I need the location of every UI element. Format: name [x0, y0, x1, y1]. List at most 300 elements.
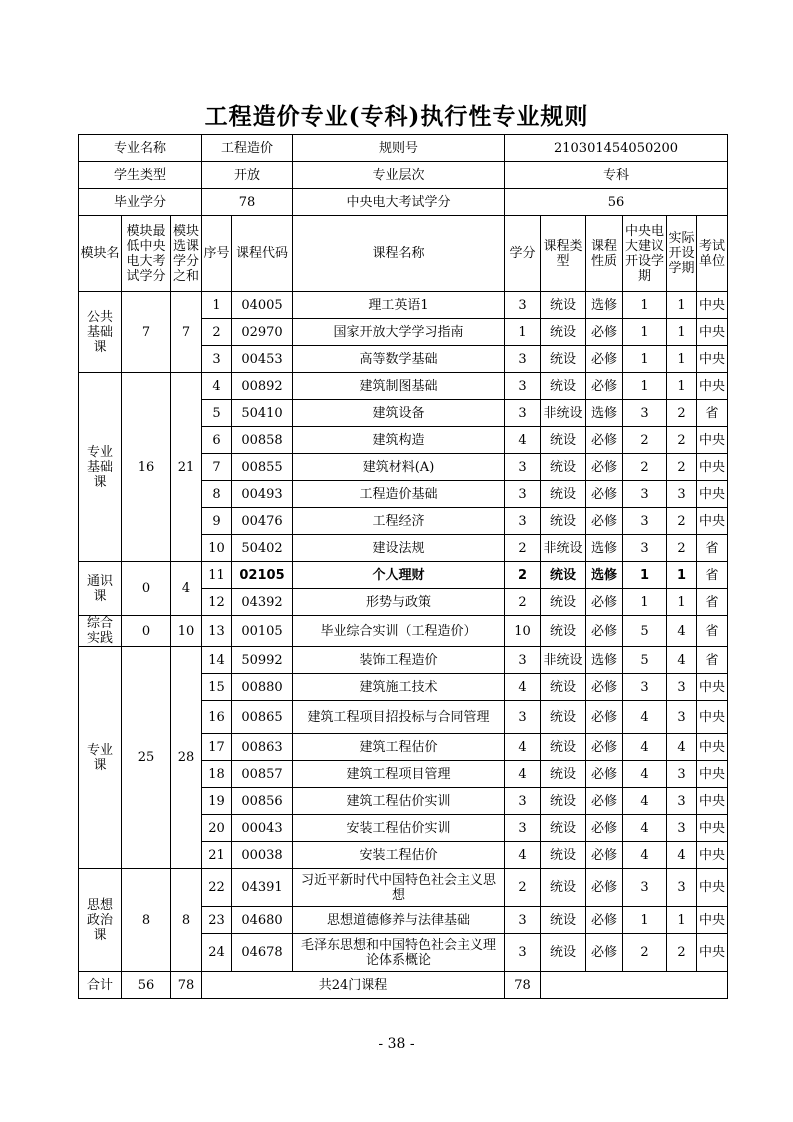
course-credit: 2: [505, 869, 541, 907]
course-actual-term: 1: [667, 346, 697, 373]
course-actual-term: 1: [667, 319, 697, 346]
course-suggest-term: 1: [623, 373, 667, 400]
course-code: 00043: [232, 815, 293, 842]
course-name-text: 工程造价基础: [359, 486, 438, 502]
course-nature: 选修: [586, 292, 623, 319]
course-code: 00453: [232, 346, 293, 373]
course-code: 50992: [232, 647, 293, 674]
module-name: [79, 647, 122, 869]
course-name: [293, 907, 505, 934]
course-actual-term: 1: [667, 373, 697, 400]
module-sum-credits: 21: [171, 373, 202, 562]
course-code: 00856: [232, 788, 293, 815]
course-credit: 3: [505, 400, 541, 427]
course-suggest-term: 4: [623, 701, 667, 734]
course-name: [293, 427, 505, 454]
course-nature: 必修: [586, 788, 623, 815]
course-code: 02105: [232, 562, 293, 589]
course-seq: 8: [202, 481, 232, 508]
page-number: - 38 -: [378, 1036, 415, 1052]
course-credit: 3: [505, 647, 541, 674]
major-label: 专业名称: [79, 135, 202, 162]
course-actual-term: 4: [667, 842, 697, 869]
module-name-text: 公共基础课: [86, 309, 113, 355]
course-suggest-term: 2: [623, 454, 667, 481]
course-actual-term: 1: [667, 292, 697, 319]
course-name: [293, 589, 505, 616]
course-nature: 必修: [586, 701, 623, 734]
level-label: 专业层次: [293, 162, 505, 189]
course-actual-term: 2: [667, 535, 697, 562]
course-actual-term: 1: [667, 589, 697, 616]
course-code: 04005: [232, 292, 293, 319]
module-min-credits: 16: [122, 373, 171, 562]
course-name-text: 建筑设备: [372, 405, 425, 421]
module-name: [79, 373, 122, 562]
course-nature: 必修: [586, 589, 623, 616]
course-nature: 选修: [586, 535, 623, 562]
course-credit: 2: [505, 535, 541, 562]
course-type: 统设: [541, 427, 586, 454]
course-name-text: 国家开放大学学习指南: [333, 324, 464, 340]
course-row: [79, 562, 728, 589]
course-suggest-term: 3: [623, 869, 667, 907]
course-code: 00857: [232, 761, 293, 788]
course-name-text: 习近平新时代中国特色社会主义思想: [301, 872, 497, 903]
course-name-text: 建筑构造: [372, 432, 425, 448]
course-suggest-term: 1: [623, 589, 667, 616]
course-suggest-term: 1: [623, 346, 667, 373]
header-ctype: 课程类型: [541, 216, 586, 292]
module-name: [79, 562, 122, 616]
course-code: 00863: [232, 734, 293, 761]
course-code: 00855: [232, 454, 293, 481]
course-suggest-term: 3: [623, 481, 667, 508]
course-name-text: 工程经济: [372, 513, 425, 529]
course-actual-term: 3: [667, 869, 697, 907]
course-credit: 3: [505, 815, 541, 842]
course-nature: 必修: [586, 815, 623, 842]
course-name-text: 毕业综合实训（工程造价）: [320, 623, 477, 639]
header-module: 模块名: [79, 216, 122, 292]
total-label: 合计: [79, 972, 122, 999]
module-sum-credits: 28: [171, 647, 202, 869]
course-type: 统设: [541, 734, 586, 761]
course-credit: 1: [505, 319, 541, 346]
course-nature: 必修: [586, 508, 623, 535]
course-nature: 必修: [586, 319, 623, 346]
header-nature: 课程性质: [586, 216, 623, 292]
course-name: [293, 869, 505, 907]
course-suggest-term: 1: [623, 292, 667, 319]
course-credit: 3: [505, 907, 541, 934]
course-code: 00476: [232, 508, 293, 535]
module-name: [79, 616, 122, 647]
course-credit: 3: [505, 454, 541, 481]
course-seq: 11: [202, 562, 232, 589]
course-actual-term: 2: [667, 427, 697, 454]
course-credit: 4: [505, 761, 541, 788]
course-type: 统设: [541, 907, 586, 934]
course-exam-unit: 省: [697, 616, 728, 647]
course-name-text: 理工英语1: [368, 297, 429, 313]
course-name: [293, 647, 505, 674]
module-sum-credits: 4: [171, 562, 202, 616]
course-type: 统设: [541, 815, 586, 842]
course-seq: 13: [202, 616, 232, 647]
course-suggest-term: 3: [623, 535, 667, 562]
info-row-type: [79, 162, 728, 189]
course-suggest-term: 3: [623, 400, 667, 427]
course-credit: 4: [505, 734, 541, 761]
course-name: [293, 400, 505, 427]
course-type: 非统设: [541, 400, 586, 427]
course-nature: 选修: [586, 400, 623, 427]
header-sum-credits: 模块选课学分之和: [171, 216, 202, 292]
course-plan-table: [78, 134, 728, 999]
course-seq: 5: [202, 400, 232, 427]
course-nature: 必修: [586, 674, 623, 701]
course-seq: 16: [202, 701, 232, 734]
course-exam-unit: 中央: [697, 869, 728, 907]
course-code: 04680: [232, 907, 293, 934]
course-type: 统设: [541, 454, 586, 481]
course-type: 统设: [541, 934, 586, 972]
course-code: 04392: [232, 589, 293, 616]
course-seq: 19: [202, 788, 232, 815]
course-type: 统设: [541, 373, 586, 400]
course-credit: 3: [505, 934, 541, 972]
central-label: 中央电大考试学分: [293, 189, 505, 216]
header-name: 课程名称: [293, 216, 505, 292]
course-credit: 4: [505, 427, 541, 454]
course-name: [293, 292, 505, 319]
course-type: 统设: [541, 562, 586, 589]
credits-label: 毕业学分: [79, 189, 202, 216]
course-code: 00493: [232, 481, 293, 508]
course-type: 统设: [541, 869, 586, 907]
course-name: [293, 562, 505, 589]
course-exam-unit: 省: [697, 535, 728, 562]
course-nature: 必修: [586, 907, 623, 934]
module-sum-credits: 7: [171, 292, 202, 373]
course-nature: 必修: [586, 616, 623, 647]
course-seq: 18: [202, 761, 232, 788]
course-name: [293, 788, 505, 815]
course-actual-term: 2: [667, 934, 697, 972]
course-exam-unit: 省: [697, 589, 728, 616]
module-name-text: 思想政治课: [86, 897, 113, 943]
course-name: [293, 454, 505, 481]
rule-value: 210301454050200: [505, 135, 728, 162]
course-row: [79, 373, 728, 400]
course-code: 00880: [232, 674, 293, 701]
course-seq: 21: [202, 842, 232, 869]
course-suggest-term: 4: [623, 761, 667, 788]
course-name-text: 毛泽东思想和中国特色社会主义理论体系概论: [301, 937, 497, 968]
module-sum-credits: 8: [171, 869, 202, 972]
course-row: [79, 647, 728, 674]
course-name-text: 建设法规: [372, 540, 425, 556]
course-actual-term: 3: [667, 481, 697, 508]
course-nature: 选修: [586, 562, 623, 589]
course-seq: 15: [202, 674, 232, 701]
course-row: [79, 616, 728, 647]
course-nature: 选修: [586, 647, 623, 674]
course-name-text: 安装工程估价实训: [346, 820, 451, 836]
course-name-text: 安装工程估价: [359, 847, 438, 863]
course-seq: 23: [202, 907, 232, 934]
course-name: [293, 346, 505, 373]
course-exam-unit: 中央: [697, 454, 728, 481]
course-seq: 22: [202, 869, 232, 907]
header-exam: 考试单位: [697, 216, 728, 292]
course-credit: 3: [505, 788, 541, 815]
total-empty: [541, 972, 728, 999]
course-name: [293, 674, 505, 701]
course-type: 统设: [541, 292, 586, 319]
course-suggest-term: 4: [623, 842, 667, 869]
course-name-text: 装饰工程造价: [359, 652, 438, 668]
course-nature: 必修: [586, 761, 623, 788]
course-name-text: 建筑工程估价: [359, 739, 438, 755]
course-credit: 3: [505, 701, 541, 734]
student-type-label: 学生类型: [79, 162, 202, 189]
course-suggest-term: 1: [623, 562, 667, 589]
course-name: [293, 761, 505, 788]
course-row: [79, 292, 728, 319]
course-seq: 17: [202, 734, 232, 761]
course-name: [293, 701, 505, 734]
course-seq: 9: [202, 508, 232, 535]
course-name-text: 个人理财: [372, 567, 425, 583]
total-min-credits: 56: [122, 972, 171, 999]
module-name-text: 通识课: [86, 573, 113, 604]
module-name-text: 综合实践: [86, 616, 113, 646]
course-seq: 12: [202, 589, 232, 616]
central-value: 56: [505, 189, 728, 216]
course-exam-unit: 中央: [697, 508, 728, 535]
course-exam-unit: 中央: [697, 934, 728, 972]
course-type: 非统设: [541, 647, 586, 674]
module-min-credits: 0: [122, 562, 171, 616]
course-name-text: 思想道德修养与法律基础: [327, 912, 471, 928]
course-seq: 7: [202, 454, 232, 481]
course-type: 统设: [541, 589, 586, 616]
course-actual-term: 3: [667, 815, 697, 842]
course-exam-unit: 中央: [697, 734, 728, 761]
course-nature: 必修: [586, 842, 623, 869]
course-seq: 24: [202, 934, 232, 972]
course-code: 00892: [232, 373, 293, 400]
course-credit: 4: [505, 674, 541, 701]
course-credit: 3: [505, 508, 541, 535]
total-course-count: 共24门课程: [202, 972, 505, 999]
course-name-text: 建筑制图基础: [359, 378, 438, 394]
course-exam-unit: 中央: [697, 373, 728, 400]
course-name: [293, 734, 505, 761]
course-name-text: 建筑施工技术: [359, 679, 438, 695]
course-nature: 必修: [586, 373, 623, 400]
course-actual-term: 2: [667, 508, 697, 535]
module-name: [79, 292, 122, 373]
course-credit: 3: [505, 373, 541, 400]
module-min-credits: 0: [122, 616, 171, 647]
course-suggest-term: 4: [623, 788, 667, 815]
course-exam-unit: 中央: [697, 292, 728, 319]
course-name: [293, 508, 505, 535]
header-actual: 实际开设学期: [667, 216, 697, 292]
course-seq: 14: [202, 647, 232, 674]
course-type: 统设: [541, 508, 586, 535]
course-suggest-term: 5: [623, 616, 667, 647]
header-credit: 学分: [505, 216, 541, 292]
course-nature: 必修: [586, 934, 623, 972]
course-name: [293, 481, 505, 508]
course-name: [293, 616, 505, 647]
course-actual-term: 4: [667, 616, 697, 647]
course-code: 02970: [232, 319, 293, 346]
course-suggest-term: 2: [623, 427, 667, 454]
module-min-credits: 7: [122, 292, 171, 373]
course-name-text: 建筑工程估价实训: [346, 793, 451, 809]
course-exam-unit: 省: [697, 647, 728, 674]
course-suggest-term: 4: [623, 734, 667, 761]
course-code: 50410: [232, 400, 293, 427]
course-exam-unit: 中央: [697, 842, 728, 869]
course-name-text: 高等数学基础: [359, 351, 438, 367]
course-suggest-term: 1: [623, 907, 667, 934]
course-exam-unit: 省: [697, 562, 728, 589]
level-value: 专科: [505, 162, 728, 189]
course-nature: 必修: [586, 481, 623, 508]
course-suggest-term: 5: [623, 647, 667, 674]
course-name-text: 建筑材料(A): [362, 459, 435, 475]
course-exam-unit: 中央: [697, 346, 728, 373]
course-name: [293, 842, 505, 869]
course-nature: 必修: [586, 869, 623, 907]
total-credit: 78: [505, 972, 541, 999]
course-credit: 3: [505, 346, 541, 373]
course-type: 统设: [541, 319, 586, 346]
course-row: [79, 869, 728, 907]
course-seq: 6: [202, 427, 232, 454]
course-code: 04678: [232, 934, 293, 972]
course-exam-unit: 中央: [697, 674, 728, 701]
course-type: 统设: [541, 788, 586, 815]
course-nature: 必修: [586, 346, 623, 373]
course-exam-unit: 中央: [697, 481, 728, 508]
page-title: 工程造价专业(专科)执行性专业规则: [204, 103, 589, 130]
course-name: [293, 319, 505, 346]
total-sum-credits: 78: [171, 972, 202, 999]
course-suggest-term: 3: [623, 674, 667, 701]
course-nature: 必修: [586, 427, 623, 454]
info-row-major: [79, 135, 728, 162]
credits-value: 78: [202, 189, 293, 216]
course-actual-term: 4: [667, 734, 697, 761]
course-seq: 1: [202, 292, 232, 319]
header-min-credits: 模块最低中央电大考试学分: [122, 216, 171, 292]
course-actual-term: 1: [667, 562, 697, 589]
course-code: 00858: [232, 427, 293, 454]
course-exam-unit: 中央: [697, 815, 728, 842]
course-name-text: 建筑工程项目招投标与合同管理: [307, 709, 490, 725]
course-suggest-term: 4: [623, 815, 667, 842]
course-seq: 3: [202, 346, 232, 373]
course-credit: 4: [505, 842, 541, 869]
course-name: [293, 934, 505, 972]
module-min-credits: 8: [122, 869, 171, 972]
module-min-credits: 25: [122, 647, 171, 869]
course-actual-term: 3: [667, 701, 697, 734]
course-type: 统设: [541, 346, 586, 373]
course-code: 00038: [232, 842, 293, 869]
info-row-credits: [79, 189, 728, 216]
course-type: 统设: [541, 701, 586, 734]
course-suggest-term: 1: [623, 319, 667, 346]
course-type: 统设: [541, 616, 586, 647]
course-name-text: 建筑工程项目管理: [346, 766, 451, 782]
course-nature: 必修: [586, 734, 623, 761]
course-credit: 3: [505, 292, 541, 319]
course-suggest-term: 2: [623, 934, 667, 972]
course-actual-term: 4: [667, 647, 697, 674]
total-row: [79, 972, 728, 999]
module-name-text: 专业课: [86, 742, 113, 773]
course-type: 统设: [541, 481, 586, 508]
course-actual-term: 2: [667, 400, 697, 427]
course-credit: 3: [505, 481, 541, 508]
course-actual-term: 3: [667, 761, 697, 788]
course-seq: 2: [202, 319, 232, 346]
course-type: 统设: [541, 842, 586, 869]
course-suggest-term: 3: [623, 508, 667, 535]
course-seq: 4: [202, 373, 232, 400]
header-seq: 序号: [202, 216, 232, 292]
course-code: 00105: [232, 616, 293, 647]
course-credit: 10: [505, 616, 541, 647]
header-row: [79, 216, 728, 292]
course-name-text: 形势与政策: [366, 594, 432, 610]
course-code: 00865: [232, 701, 293, 734]
student-type-value: 开放: [202, 162, 293, 189]
rule-label: 规则号: [293, 135, 505, 162]
course-name: [293, 535, 505, 562]
course-exam-unit: 中央: [697, 788, 728, 815]
course-type: 统设: [541, 761, 586, 788]
course-type: 统设: [541, 674, 586, 701]
course-code: 50402: [232, 535, 293, 562]
course-name: [293, 815, 505, 842]
course-code: 04391: [232, 869, 293, 907]
course-exam-unit: 中央: [697, 761, 728, 788]
course-exam-unit: 中央: [697, 427, 728, 454]
course-exam-unit: 省: [697, 400, 728, 427]
course-name: [293, 373, 505, 400]
course-seq: 20: [202, 815, 232, 842]
course-exam-unit: 中央: [697, 907, 728, 934]
course-exam-unit: 中央: [697, 319, 728, 346]
module-sum-credits: 10: [171, 616, 202, 647]
course-seq: 10: [202, 535, 232, 562]
course-nature: 必修: [586, 454, 623, 481]
header-code: 课程代码: [232, 216, 293, 292]
course-actual-term: 1: [667, 907, 697, 934]
course-exam-unit: 中央: [697, 701, 728, 734]
module-name: [79, 869, 122, 972]
major-value: 工程造价: [202, 135, 293, 162]
